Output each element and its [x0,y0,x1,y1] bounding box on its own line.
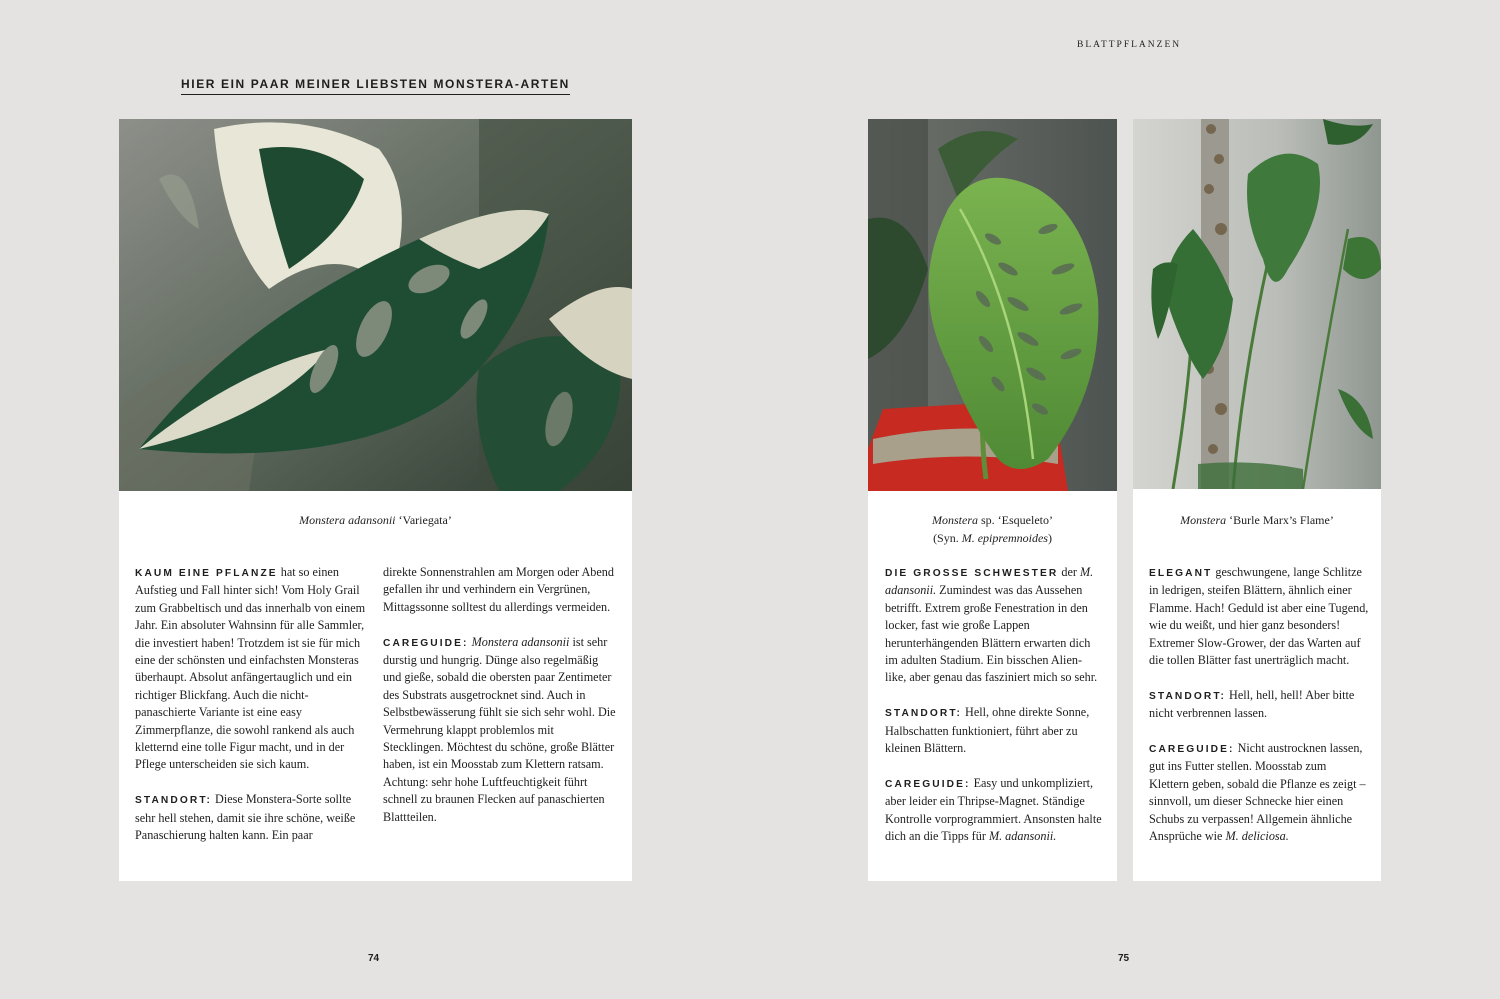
caption-syn: M. epipremnoides [961,531,1048,545]
text-column-2 [383,564,617,843]
text-elegant: geschwungene, lange Schlitze in ledrigen, steifen Blättern, ähnlich einer Flamme. Hach! Geduld ist aber eine Tugend, wie du weißt, und hier ganz besonders! Extremer Slow-Grower, der das Warten auf die tollen Blätter fast unerträglich macht. [1149,565,1369,668]
text-careguide: ist sehr durstig und hungrig. Dünge also regelmäßig und gieße, sobald die obersten paar Zentimeter des Substrats ausgetrocknet sind. Auch in Selbstbewässerung fühlt sie sich sehr wohl. Die Vermehrung klappt problemlos mit Stecklingen. Möchtest du schöne, große Blätter haben, ist ein Moosstab zum Klettern ratsam. Achtung: sehr hohe Luftfeuchtigkeit führt schnell zu braunen Flecken auf panaschierten Blattteilen. [383,634,616,824]
page-number-right: 75 [1118,953,1130,964]
lead-standort: STANDORT: [135,795,212,807]
lead-standort-2: STANDORT: [885,708,962,720]
card-variegata [119,119,632,881]
lead-schwester: DIE GROSSE SCHWESTER [885,568,1059,579]
lead-careguide: CAREGUIDE: [383,637,469,649]
text-standort-2: Hell, ohne direkte Sonne, Halbschatten funktioniert, führt aber zu kleinen Blättern. [885,705,1090,756]
caption-cultivar: ‘Variegata’ [395,513,452,527]
caption-name: sp. ‘Esqueleto’ [978,513,1053,527]
lead-standort-3: STANDORT: [1149,690,1226,702]
text-column-esqueleto [885,564,1103,863]
text-kaum: hat so einen Aufstieg und Fall hinter sich! Vom Holy Grail zum Grabbeltisch und das innerhalb von einem Jahr. Ein absoluter Wahnsinn für alle Sammler, die investiert haben! Trotzdem ist sie für mich eine der schönsten und einfachsten Monsteras überhaupt. Absolut anfängertauglich und ein richtiger Blickfang. Auch die nicht-panaschierte Variante ist eine easy Zimmerpflanze, die sowohl rankend als auch kletternd eine tolle Figur macht, und in der Pflege unterscheiden sie sich kaum. [135,565,366,772]
caption-variegata [119,511,632,529]
page-number-left: 74 [368,953,380,964]
caption-genus-3: Monstera [1180,513,1227,527]
text-species: Monstera adansonii [471,634,570,649]
running-head: BLATTPFLANZEN [1077,40,1182,50]
caption-species: Monstera adansonii [299,513,396,527]
text-careguide-3: Nicht austrocknen lassen, gut ins Futter stellen. Moosstab zum Klettern geben, sobald die Pflanze es zeigt – sinnvoll, um dieser Schnecke hier einen Schubs zu verpassen! Allgemein ähnliche Ansprüche wie [1149,741,1366,844]
caption-syn-a: (Syn. [933,531,962,545]
card-burle-marx [1133,119,1381,881]
caption-name-3: ‘Burle Marx’s Flame’ [1226,513,1334,527]
text-standort: Diese Monstera-Sorte sollte sehr hell stehen, damit sie ihre schöne, weiße Panaschierung halten kann. Ein paar [135,792,356,843]
lead-elegant: ELEGANT [1149,568,1213,579]
text-deliciosa: M. deliciosa. [1225,829,1289,844]
caption-esqueleto [868,511,1117,547]
photo-burle-marx [1133,119,1381,489]
text-standort-3: Hell, hell, hell! Aber bitte nicht verbrennen lassen. [1149,687,1355,721]
section-heading: HIER EIN PAAR MEINER LIEBSTEN MONSTERA-ARTEN [181,77,570,95]
photo-variegata [119,119,632,491]
lead-careguide-3: CAREGUIDE: [1149,744,1235,756]
caption-genus: Monstera [932,513,978,527]
photo-esqueleto [868,119,1117,491]
caption-burle-marx [1133,511,1381,529]
text-schwester: Zumindest was das Aussehen betrifft. Extrem große Fenestration in den locker, fast wie große Lappen herunterhängenden Blättern erwarten dich im adulten Stadium. Ein bisschen Alien-like, aber genau das fasziniert mich so sehr. [885,583,1098,685]
lead-kaum: KAUM EINE PFLANZE [135,568,278,579]
text-adansonii: M. adansonii. [885,565,1094,598]
text-careguide-2: Easy und unkompliziert, aber leider ein Thripse-Magnet. Ständige Kontrolle vorprogrammiert. Ansonsten halte dich an die Tipps für [885,775,1102,844]
lead-careguide-2: CAREGUIDE: [885,778,971,790]
text-column-1 [135,564,367,862]
text-column-burle-marx [1149,564,1369,863]
card-esqueleto [868,119,1117,881]
caption-syn-b: ) [1047,531,1052,545]
text-sonne: direkte Sonnenstrahlen am Morgen oder Abend gefallen ihr und verhindern ein Vergrünen, Mittagssonne solltest du allerdings vermeiden. [383,565,614,614]
text-der: der [1058,565,1080,579]
text-adansonii-2: M. adansonii. [988,829,1057,844]
